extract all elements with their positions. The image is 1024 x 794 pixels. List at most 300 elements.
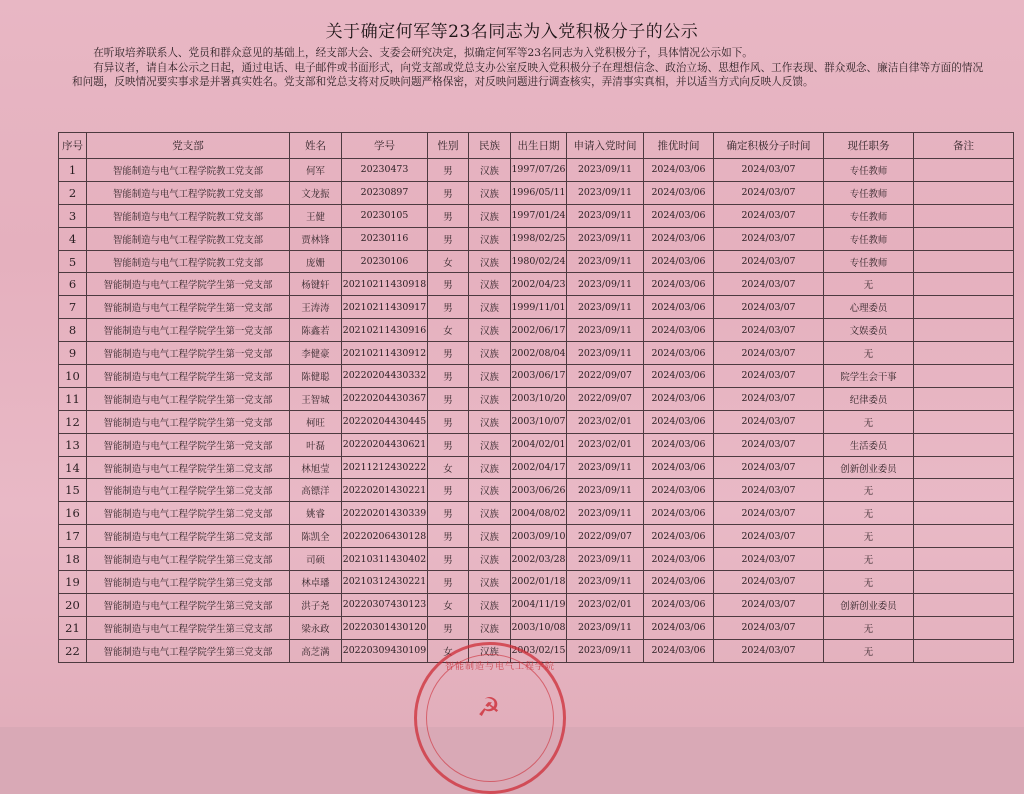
table-cell: 1998/02/25 bbox=[511, 227, 567, 250]
table-cell: 汉族 bbox=[469, 593, 511, 616]
table-cell: 2024/03/07 bbox=[714, 227, 824, 250]
table-cell: 2024/03/06 bbox=[644, 456, 714, 479]
table-cell: 20210211430917 bbox=[342, 296, 428, 319]
column-header: 推优时间 bbox=[644, 133, 714, 159]
table-cell: 院学生会干事 bbox=[824, 365, 914, 388]
table-cell: 高芝满 bbox=[290, 639, 342, 662]
table-cell: 2003/06/26 bbox=[511, 479, 567, 502]
table-cell: 9 bbox=[59, 342, 87, 365]
notice-body bbox=[72, 46, 992, 90]
table-cell: 2024/03/07 bbox=[714, 296, 824, 319]
table-cell: 智能制造与电气工程学院学生第一党支部 bbox=[87, 319, 290, 342]
table-cell bbox=[914, 365, 1014, 388]
table-cell: 专任教师 bbox=[824, 227, 914, 250]
table-cell: 2024/03/07 bbox=[714, 273, 824, 296]
table-cell: 21 bbox=[59, 616, 87, 639]
table-row bbox=[59, 433, 1014, 456]
table-cell: 智能制造与电气工程学院学生第一党支部 bbox=[87, 273, 290, 296]
table-cell: 王智城 bbox=[290, 387, 342, 410]
column-header: 性别 bbox=[428, 133, 469, 159]
table-cell: 汉族 bbox=[469, 319, 511, 342]
table-cell: 智能制造与电气工程学院学生第二党支部 bbox=[87, 456, 290, 479]
table-cell: 11 bbox=[59, 387, 87, 410]
table-cell: 男 bbox=[428, 502, 469, 525]
table-cell: 2024/03/06 bbox=[644, 548, 714, 571]
table-cell: 心理委员 bbox=[824, 296, 914, 319]
table-cell: 无 bbox=[824, 342, 914, 365]
table-row bbox=[59, 319, 1014, 342]
table-cell: 14 bbox=[59, 456, 87, 479]
table-cell: 2004/11/19 bbox=[511, 593, 567, 616]
table-cell: 16 bbox=[59, 502, 87, 525]
table-cell bbox=[914, 525, 1014, 548]
table-cell: 智能制造与电气工程学院学生第一党支部 bbox=[87, 410, 290, 433]
table-cell: 20220206430128 bbox=[342, 525, 428, 548]
table-cell: 智能制造与电气工程学院教工党支部 bbox=[87, 159, 290, 182]
table-cell: 无 bbox=[824, 639, 914, 662]
table-cell: 女 bbox=[428, 639, 469, 662]
column-header: 出生日期 bbox=[511, 133, 567, 159]
table-cell: 2002/03/28 bbox=[511, 548, 567, 571]
table-cell: 女 bbox=[428, 456, 469, 479]
table-cell: 汉族 bbox=[469, 387, 511, 410]
table-cell: 李健豪 bbox=[290, 342, 342, 365]
table-cell: 文娱委员 bbox=[824, 319, 914, 342]
table-cell bbox=[914, 342, 1014, 365]
table-row bbox=[59, 159, 1014, 182]
table-cell: 2024/03/07 bbox=[714, 410, 824, 433]
table-cell: 女 bbox=[428, 319, 469, 342]
table-cell: 20220307430123 bbox=[342, 593, 428, 616]
column-header: 党支部 bbox=[87, 133, 290, 159]
table-cell bbox=[914, 250, 1014, 273]
table-cell bbox=[914, 227, 1014, 250]
table-cell: 2023/09/11 bbox=[567, 296, 644, 319]
table-cell: 柯旺 bbox=[290, 410, 342, 433]
table-cell: 2023/09/11 bbox=[567, 342, 644, 365]
table-cell: 智能制造与电气工程学院学生第一党支部 bbox=[87, 296, 290, 319]
table-row bbox=[59, 387, 1014, 410]
table-cell: 女 bbox=[428, 593, 469, 616]
table-cell: 2024/03/06 bbox=[644, 319, 714, 342]
table-cell: 男 bbox=[428, 227, 469, 250]
table-cell: 20210211430916 bbox=[342, 319, 428, 342]
table-cell: 2024/03/07 bbox=[714, 159, 824, 182]
table-cell: 汉族 bbox=[469, 525, 511, 548]
table-cell: 20220204430332 bbox=[342, 365, 428, 388]
table-cell: 汉族 bbox=[469, 296, 511, 319]
table-cell: 男 bbox=[428, 296, 469, 319]
table-cell: 2023/09/11 bbox=[567, 571, 644, 594]
table-cell: 汉族 bbox=[469, 273, 511, 296]
table-cell bbox=[914, 204, 1014, 227]
table-cell: 男 bbox=[428, 342, 469, 365]
table-cell: 智能制造与电气工程学院教工党支部 bbox=[87, 250, 290, 273]
table-cell: 20220301430120 bbox=[342, 616, 428, 639]
table-cell: 20220309430109 bbox=[342, 639, 428, 662]
table-cell: 智能制造与电气工程学院学生第一党支部 bbox=[87, 387, 290, 410]
table-cell bbox=[914, 639, 1014, 662]
table-row bbox=[59, 639, 1014, 662]
table-cell: 林旭莹 bbox=[290, 456, 342, 479]
table-cell: 男 bbox=[428, 181, 469, 204]
table-cell: 22 bbox=[59, 639, 87, 662]
table-cell: 智能制造与电气工程学院学生第一党支部 bbox=[87, 365, 290, 388]
table-cell: 20230116 bbox=[342, 227, 428, 250]
table-cell: 无 bbox=[824, 502, 914, 525]
table-cell bbox=[914, 296, 1014, 319]
column-header: 姓名 bbox=[290, 133, 342, 159]
table-cell: 2002/08/04 bbox=[511, 342, 567, 365]
table-row bbox=[59, 410, 1014, 433]
table-cell: 2003/10/08 bbox=[511, 616, 567, 639]
seal-text: 智能制造与电气工程学院 bbox=[445, 662, 556, 672]
table-cell: 2022/09/07 bbox=[567, 525, 644, 548]
table-cell: 2023/09/11 bbox=[567, 616, 644, 639]
table-cell: 2024/03/07 bbox=[714, 548, 824, 571]
table-cell: 2024/03/07 bbox=[714, 502, 824, 525]
table-cell: 2023/09/11 bbox=[567, 181, 644, 204]
table-cell: 智能制造与电气工程学院教工党支部 bbox=[87, 204, 290, 227]
table-row bbox=[59, 204, 1014, 227]
table-cell: 2024/03/06 bbox=[644, 616, 714, 639]
table-cell: 2024/03/06 bbox=[644, 342, 714, 365]
table-row bbox=[59, 548, 1014, 571]
table-cell: 20230106 bbox=[342, 250, 428, 273]
table-cell: 1999/11/01 bbox=[511, 296, 567, 319]
table-cell: 20220204430621 bbox=[342, 433, 428, 456]
table-cell: 无 bbox=[824, 525, 914, 548]
table-cell: 林卓璠 bbox=[290, 571, 342, 594]
column-header: 现任职务 bbox=[824, 133, 914, 159]
table-cell: 智能制造与电气工程学院学生第一党支部 bbox=[87, 342, 290, 365]
table-cell: 专任教师 bbox=[824, 181, 914, 204]
table-cell: 智能制造与电气工程学院学生第三党支部 bbox=[87, 616, 290, 639]
table-cell: 智能制造与电气工程学院教工党支部 bbox=[87, 227, 290, 250]
table-cell: 2024/03/07 bbox=[714, 342, 824, 365]
table-cell: 专任教师 bbox=[824, 204, 914, 227]
table-cell: 男 bbox=[428, 387, 469, 410]
table-cell: 2024/03/07 bbox=[714, 204, 824, 227]
table-cell: 18 bbox=[59, 548, 87, 571]
table-cell: 2024/03/06 bbox=[644, 227, 714, 250]
table-cell: 智能制造与电气工程学院学生第三党支部 bbox=[87, 639, 290, 662]
table-cell: 2024/03/06 bbox=[644, 502, 714, 525]
table-row bbox=[59, 273, 1014, 296]
notice-title: 关于确定何军等23名同志为入党积极分子的公示 bbox=[325, 22, 699, 42]
table-cell: 3 bbox=[59, 204, 87, 227]
table-row bbox=[59, 456, 1014, 479]
table-cell: 2023/09/11 bbox=[567, 548, 644, 571]
table-cell: 2023/09/11 bbox=[567, 273, 644, 296]
table-cell: 2024/03/07 bbox=[714, 525, 824, 548]
table-row bbox=[59, 227, 1014, 250]
column-header: 确定积极分子时间 bbox=[714, 133, 824, 159]
table-cell: 2023/09/11 bbox=[567, 639, 644, 662]
table-cell bbox=[914, 456, 1014, 479]
seal-inner-ring bbox=[426, 654, 554, 782]
table-cell: 6 bbox=[59, 273, 87, 296]
table-cell: 智能制造与电气工程学院学生第二党支部 bbox=[87, 525, 290, 548]
table-cell: 2023/09/11 bbox=[567, 250, 644, 273]
table-cell: 2003/10/20 bbox=[511, 387, 567, 410]
table-cell: 智能制造与电气工程学院学生第三党支部 bbox=[87, 548, 290, 571]
table-cell: 汉族 bbox=[469, 502, 511, 525]
table-cell bbox=[914, 387, 1014, 410]
table-cell: 12 bbox=[59, 410, 87, 433]
column-header: 备注 bbox=[914, 133, 1014, 159]
table-cell: 2024/03/06 bbox=[644, 593, 714, 616]
table-cell: 2024/03/06 bbox=[644, 181, 714, 204]
table-row bbox=[59, 342, 1014, 365]
column-header: 学号 bbox=[342, 133, 428, 159]
table-cell: 2024/03/07 bbox=[714, 571, 824, 594]
table-cell bbox=[914, 479, 1014, 502]
table-cell: 20220201430339 bbox=[342, 502, 428, 525]
table-cell: 杨键轩 bbox=[290, 273, 342, 296]
table-cell: 陈凯全 bbox=[290, 525, 342, 548]
table-cell: 2024/03/07 bbox=[714, 365, 824, 388]
table-cell bbox=[914, 571, 1014, 594]
table-row bbox=[59, 593, 1014, 616]
table-cell: 男 bbox=[428, 616, 469, 639]
table-cell: 4 bbox=[59, 227, 87, 250]
table-cell: 王涛涛 bbox=[290, 296, 342, 319]
table-cell: 2024/03/06 bbox=[644, 433, 714, 456]
table-cell: 2024/03/07 bbox=[714, 456, 824, 479]
table-cell: 生活委员 bbox=[824, 433, 914, 456]
table-cell: 7 bbox=[59, 296, 87, 319]
table-cell: 2003/02/15 bbox=[511, 639, 567, 662]
table-cell: 汉族 bbox=[469, 181, 511, 204]
table-cell: 汉族 bbox=[469, 227, 511, 250]
table-cell bbox=[914, 319, 1014, 342]
table-cell: 2023/09/11 bbox=[567, 227, 644, 250]
table-cell: 20220204430367 bbox=[342, 387, 428, 410]
table-cell: 2002/04/17 bbox=[511, 456, 567, 479]
table-cell: 20220201430221 bbox=[342, 479, 428, 502]
table-cell: 1 bbox=[59, 159, 87, 182]
table-row bbox=[59, 296, 1014, 319]
table-cell: 2002/06/17 bbox=[511, 319, 567, 342]
table-cell: 20230473 bbox=[342, 159, 428, 182]
table-cell: 2022/09/07 bbox=[567, 365, 644, 388]
table-cell: 智能制造与电气工程学院学生第一党支部 bbox=[87, 433, 290, 456]
table-cell bbox=[914, 181, 1014, 204]
table-row bbox=[59, 502, 1014, 525]
table-cell: 智能制造与电气工程学院学生第二党支部 bbox=[87, 479, 290, 502]
table-cell: 男 bbox=[428, 571, 469, 594]
table-cell: 2024/03/06 bbox=[644, 525, 714, 548]
table-row bbox=[59, 571, 1014, 594]
table-row bbox=[59, 365, 1014, 388]
table-cell: 2024/03/07 bbox=[714, 616, 824, 639]
table-cell: 19 bbox=[59, 571, 87, 594]
table-cell: 2023/09/11 bbox=[567, 319, 644, 342]
table-cell: 专任教师 bbox=[824, 250, 914, 273]
official-seal bbox=[414, 642, 566, 794]
table-cell: 智能制造与电气工程学院教工党支部 bbox=[87, 181, 290, 204]
table-cell: 20 bbox=[59, 593, 87, 616]
party-emblem-icon: ☭ bbox=[477, 693, 501, 723]
table-cell bbox=[914, 159, 1014, 182]
table-cell: 无 bbox=[824, 616, 914, 639]
table-cell: 男 bbox=[428, 365, 469, 388]
table-cell: 洪子尧 bbox=[290, 593, 342, 616]
table-cell: 2024/03/06 bbox=[644, 250, 714, 273]
table-cell: 2023/09/11 bbox=[567, 456, 644, 479]
table-cell: 2024/03/06 bbox=[644, 204, 714, 227]
table-cell: 2024/03/06 bbox=[644, 479, 714, 502]
table-row bbox=[59, 250, 1014, 273]
table-cell bbox=[914, 548, 1014, 571]
table-cell: 2002/01/18 bbox=[511, 571, 567, 594]
table-cell: 王健 bbox=[290, 204, 342, 227]
table-cell: 汉族 bbox=[469, 639, 511, 662]
table-cell: 汉族 bbox=[469, 410, 511, 433]
table-cell: 2004/02/01 bbox=[511, 433, 567, 456]
table-cell bbox=[914, 273, 1014, 296]
table-cell: 2024/03/07 bbox=[714, 319, 824, 342]
table-cell: 1996/05/11 bbox=[511, 181, 567, 204]
table-cell: 2023/09/11 bbox=[567, 479, 644, 502]
table-cell: 汉族 bbox=[469, 250, 511, 273]
table-cell: 男 bbox=[428, 204, 469, 227]
table-cell: 2003/09/10 bbox=[511, 525, 567, 548]
table-cell: 2024/03/07 bbox=[714, 181, 824, 204]
table-cell: 2024/03/06 bbox=[644, 387, 714, 410]
table-cell: 汉族 bbox=[469, 616, 511, 639]
table-cell: 无 bbox=[824, 410, 914, 433]
table-cell: 20220204430445 bbox=[342, 410, 428, 433]
table-cell: 2002/04/23 bbox=[511, 273, 567, 296]
table-cell: 2023/09/11 bbox=[567, 159, 644, 182]
table-cell: 2023/09/11 bbox=[567, 502, 644, 525]
table-cell: 20210211430912 bbox=[342, 342, 428, 365]
table-cell bbox=[914, 433, 1014, 456]
table-row bbox=[59, 479, 1014, 502]
table-cell: 汉族 bbox=[469, 456, 511, 479]
table-cell: 陈鑫若 bbox=[290, 319, 342, 342]
table-cell: 女 bbox=[428, 250, 469, 273]
table-cell: 无 bbox=[824, 548, 914, 571]
table-cell: 男 bbox=[428, 525, 469, 548]
table-cell: 1997/01/24 bbox=[511, 204, 567, 227]
table-cell: 2004/08/02 bbox=[511, 502, 567, 525]
table-cell: 2024/03/07 bbox=[714, 593, 824, 616]
table-cell: 17 bbox=[59, 525, 87, 548]
table-cell: 15 bbox=[59, 479, 87, 502]
table-cell: 汉族 bbox=[469, 204, 511, 227]
table-cell: 20211212430222 bbox=[342, 456, 428, 479]
column-header: 民族 bbox=[469, 133, 511, 159]
table-cell: 2024/03/06 bbox=[644, 365, 714, 388]
table-cell: 2024/03/06 bbox=[644, 296, 714, 319]
table-header-row bbox=[59, 133, 1014, 159]
table-cell: 男 bbox=[428, 159, 469, 182]
table-cell: 2024/03/07 bbox=[714, 433, 824, 456]
table-cell: 2024/03/06 bbox=[644, 639, 714, 662]
table-cell bbox=[914, 616, 1014, 639]
table-cell: 纪律委员 bbox=[824, 387, 914, 410]
table-cell: 男 bbox=[428, 479, 469, 502]
table-row bbox=[59, 181, 1014, 204]
table-cell: 汉族 bbox=[469, 342, 511, 365]
table-cell: 文龙振 bbox=[290, 181, 342, 204]
table-cell: 汉族 bbox=[469, 571, 511, 594]
table-cell: 20210311430402 bbox=[342, 548, 428, 571]
table-cell: 创新创业委员 bbox=[824, 593, 914, 616]
table-cell: 2 bbox=[59, 181, 87, 204]
table-cell bbox=[914, 502, 1014, 525]
table-cell: 2023/02/01 bbox=[567, 433, 644, 456]
table-cell: 2023/02/01 bbox=[567, 593, 644, 616]
table-cell: 2003/10/07 bbox=[511, 410, 567, 433]
table-cell: 8 bbox=[59, 319, 87, 342]
table-cell: 高镖洋 bbox=[290, 479, 342, 502]
table-cell: 2024/03/07 bbox=[714, 639, 824, 662]
table-cell: 创新创业委员 bbox=[824, 456, 914, 479]
notice-paragraph-1: 在听取培养联系人、党员和群众意见的基础上，经支部大会、支委会研究决定，拟确定何军等23名同志为入党积极分子，具体情况公示如下。 bbox=[93, 47, 753, 59]
table-cell: 何军 bbox=[290, 159, 342, 182]
table-cell: 2024/03/06 bbox=[644, 273, 714, 296]
table-cell: 男 bbox=[428, 433, 469, 456]
table-cell: 司硕 bbox=[290, 548, 342, 571]
table-cell: 2024/03/07 bbox=[714, 387, 824, 410]
table-cell: 汉族 bbox=[469, 365, 511, 388]
column-header: 序号 bbox=[59, 133, 87, 159]
table-cell: 2024/03/07 bbox=[714, 250, 824, 273]
table-cell: 20210211430918 bbox=[342, 273, 428, 296]
table-cell: 2023/02/01 bbox=[567, 410, 644, 433]
table-cell: 20230897 bbox=[342, 181, 428, 204]
table-cell: 20210312430221 bbox=[342, 571, 428, 594]
table-cell: 2024/03/06 bbox=[644, 410, 714, 433]
table-cell: 叶磊 bbox=[290, 433, 342, 456]
column-header: 申请入党时间 bbox=[567, 133, 644, 159]
table-cell: 梁永政 bbox=[290, 616, 342, 639]
table-cell: 2024/03/07 bbox=[714, 479, 824, 502]
table-cell: 汉族 bbox=[469, 548, 511, 571]
table-cell: 1997/07/26 bbox=[511, 159, 567, 182]
table-cell: 男 bbox=[428, 273, 469, 296]
table-cell: 陈健聪 bbox=[290, 365, 342, 388]
table-cell: 1980/02/24 bbox=[511, 250, 567, 273]
table-cell: 2022/09/07 bbox=[567, 387, 644, 410]
table-cell: 汉族 bbox=[469, 433, 511, 456]
table-cell bbox=[914, 593, 1014, 616]
table-cell: 2024/03/06 bbox=[644, 571, 714, 594]
table-cell: 无 bbox=[824, 571, 914, 594]
table-cell: 无 bbox=[824, 273, 914, 296]
table-row bbox=[59, 525, 1014, 548]
table-cell: 2023/09/11 bbox=[567, 204, 644, 227]
table-cell: 汉族 bbox=[469, 159, 511, 182]
table-cell: 2024/03/06 bbox=[644, 159, 714, 182]
table-cell: 汉族 bbox=[469, 479, 511, 502]
table-cell: 贾林锋 bbox=[290, 227, 342, 250]
table-cell: 无 bbox=[824, 479, 914, 502]
table-cell: 2003/06/17 bbox=[511, 365, 567, 388]
table-cell bbox=[914, 410, 1014, 433]
candidates-table bbox=[58, 132, 1014, 663]
table-cell: 10 bbox=[59, 365, 87, 388]
table-cell: 5 bbox=[59, 250, 87, 273]
table-cell: 庞姗 bbox=[290, 250, 342, 273]
table-cell: 男 bbox=[428, 548, 469, 571]
table-cell: 智能制造与电气工程学院学生第三党支部 bbox=[87, 571, 290, 594]
table-cell: 智能制造与电气工程学院学生第三党支部 bbox=[87, 593, 290, 616]
